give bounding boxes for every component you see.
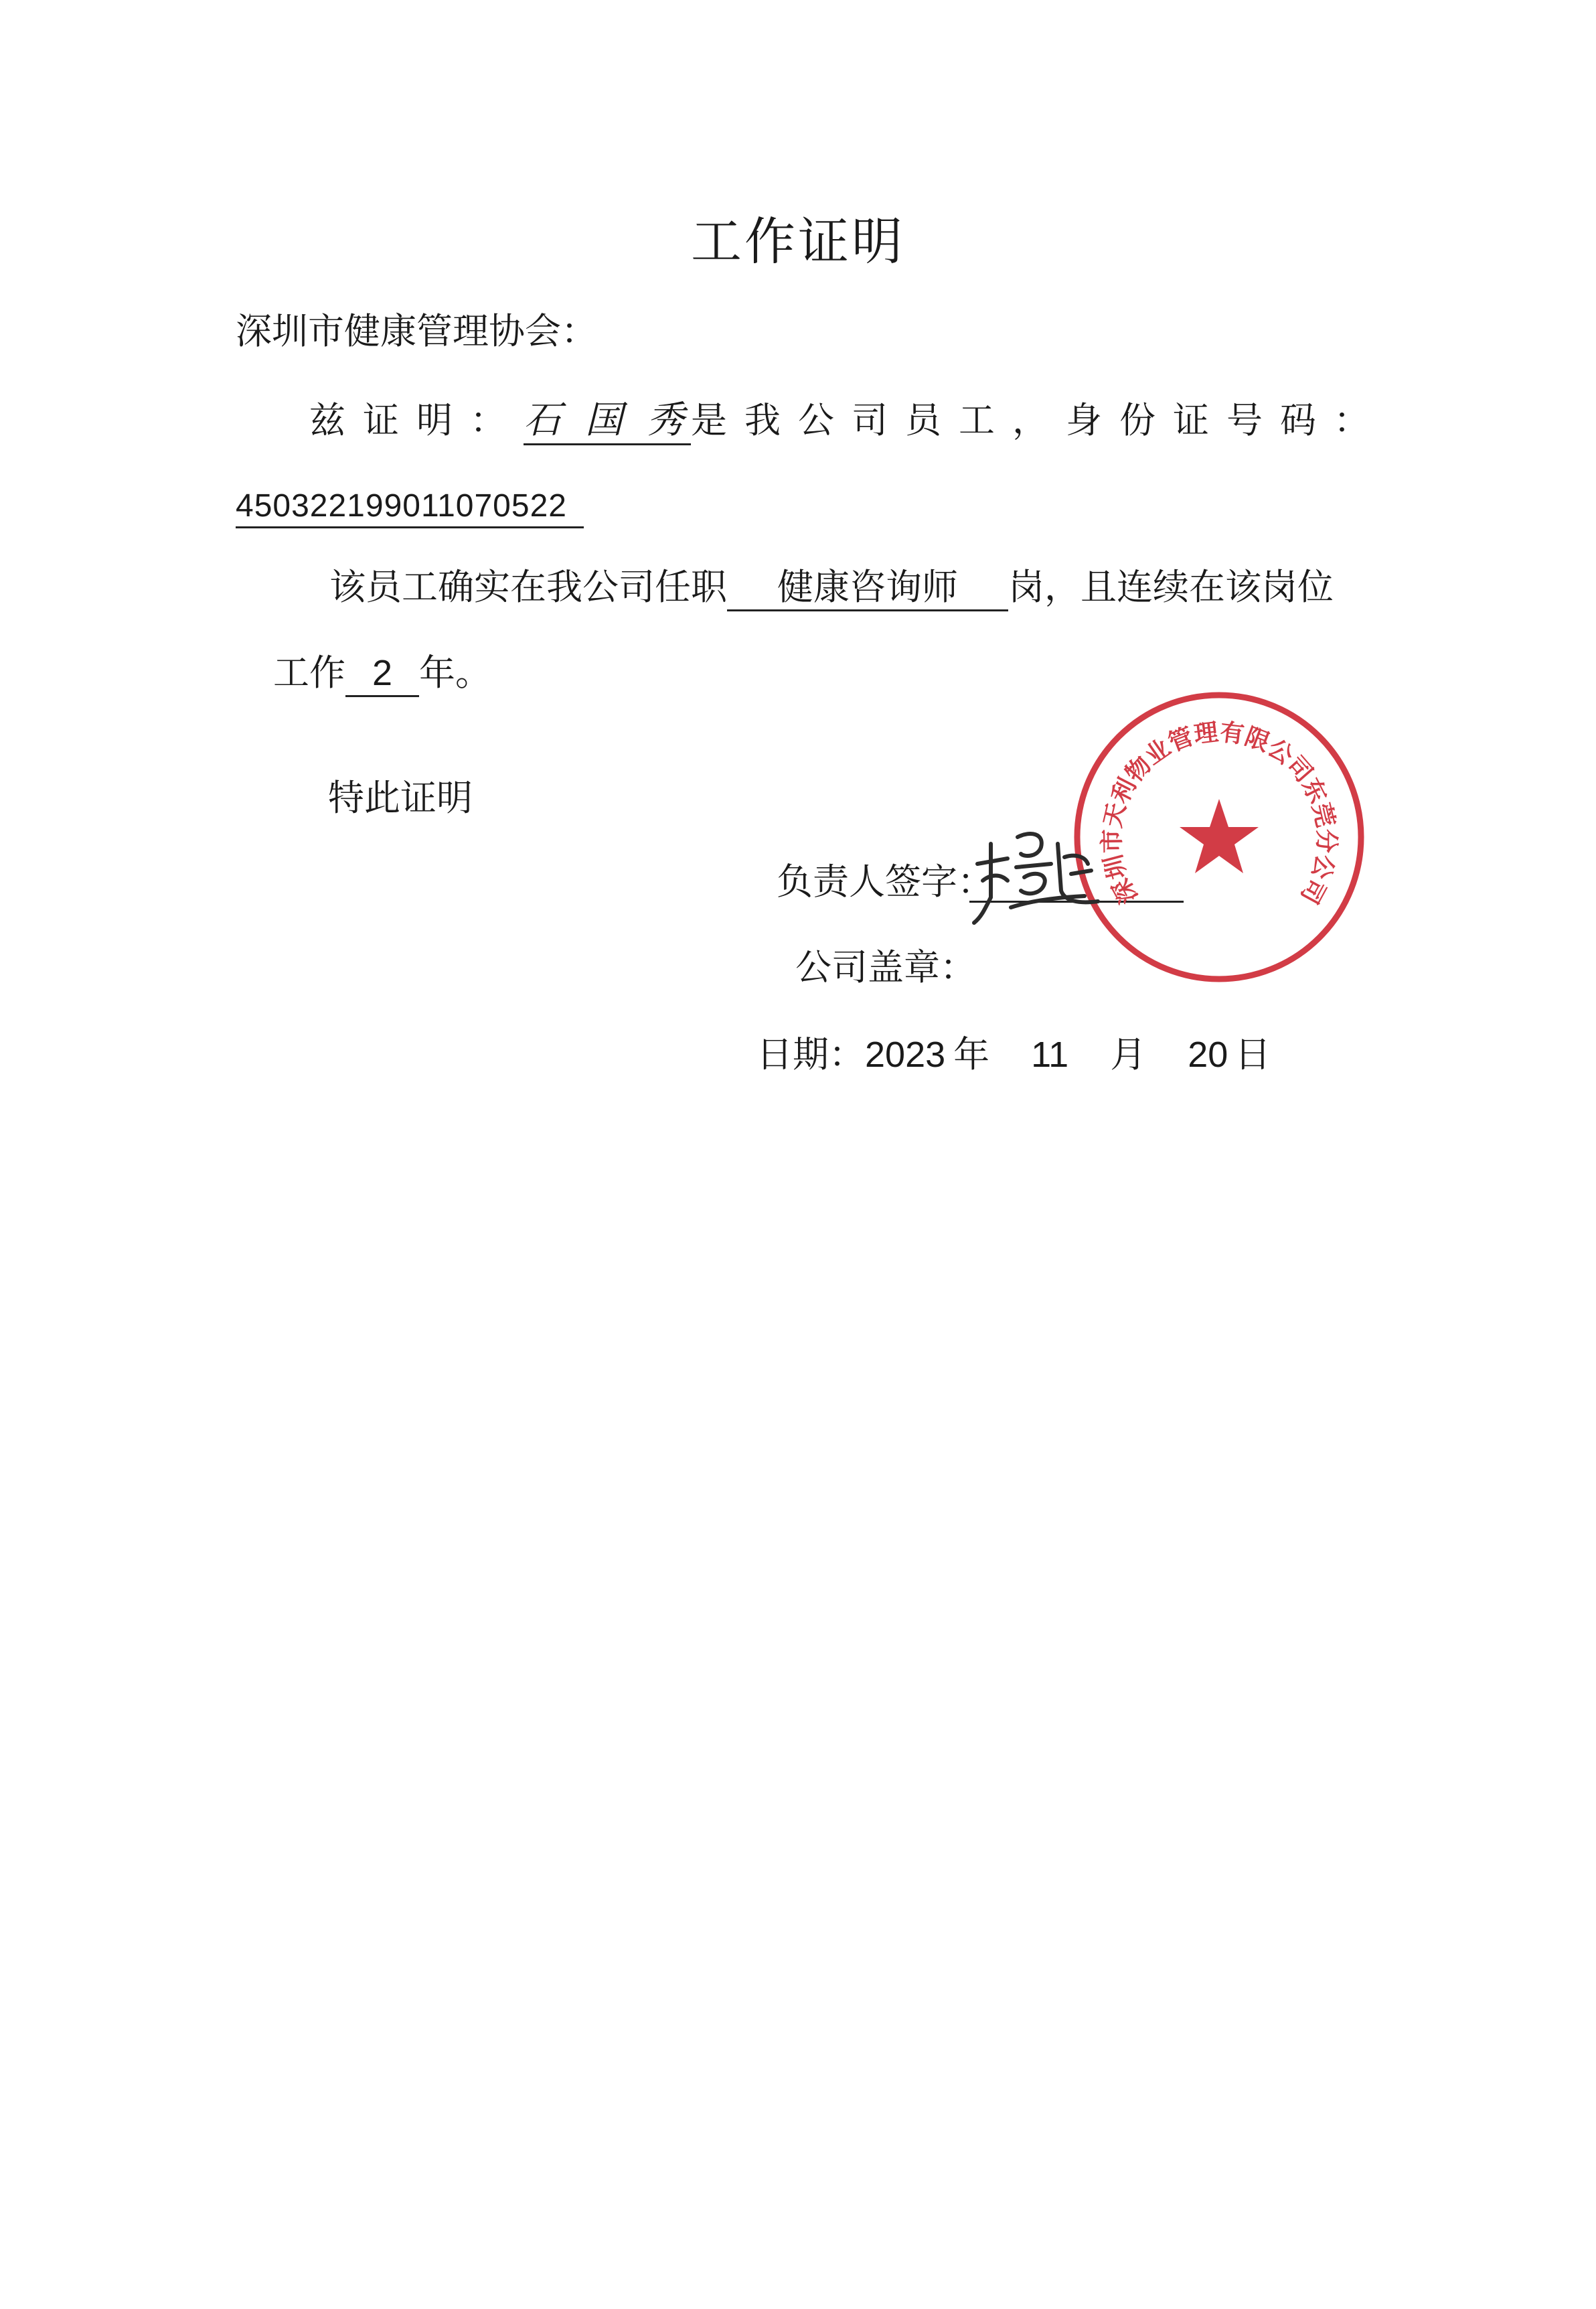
certify-prefix: 兹证明： <box>309 399 524 441</box>
date-year-unit: 年 <box>953 1033 990 1075</box>
years-value: 2 <box>345 655 419 697</box>
years-prefix: 工作 <box>273 652 345 694</box>
date-day: 20 <box>1188 1035 1228 1075</box>
years-suffix: 年。 <box>419 652 491 694</box>
position-suffix: 岗，且连续在该岗位 <box>1008 566 1334 608</box>
certify-line <box>309 398 1387 445</box>
date-year: 2023 <box>865 1035 946 1075</box>
document-title: 工作证明 <box>691 212 905 271</box>
signature-label: 负责人签字： <box>777 861 993 903</box>
date-month-unit: 月 <box>1110 1033 1147 1075</box>
seal-label: 公司盖章： <box>795 946 976 988</box>
date-line <box>756 1033 1271 1075</box>
certify-middle: 是我公司员工， <box>691 399 1066 441</box>
date-month: 11 <box>1031 1035 1069 1075</box>
closing-text: 特此证明 <box>328 777 473 819</box>
handwritten-signature <box>971 817 1105 931</box>
date-label: 日期： <box>756 1033 865 1075</box>
job-position: 健康咨询师 <box>727 569 1008 611</box>
date-day-unit: 日 <box>1234 1033 1271 1075</box>
seal-star-icon <box>1180 799 1259 873</box>
seal-company-name: 深圳市天利物业管理有限公司东莞分公司 <box>1097 718 1341 909</box>
employee-name: 石国秀 <box>524 402 691 445</box>
company-seal <box>1068 686 1370 988</box>
position-prefix: 该员工确实在我公司任职 <box>329 566 727 608</box>
years-line <box>273 652 491 697</box>
position-line <box>329 566 1334 611</box>
id-number: 450322199011070522 <box>236 490 584 528</box>
id-number-line <box>236 486 584 528</box>
recipient: 深圳市健康管理协会： <box>236 310 597 352</box>
id-label: 身份证号码： <box>1066 399 1387 441</box>
